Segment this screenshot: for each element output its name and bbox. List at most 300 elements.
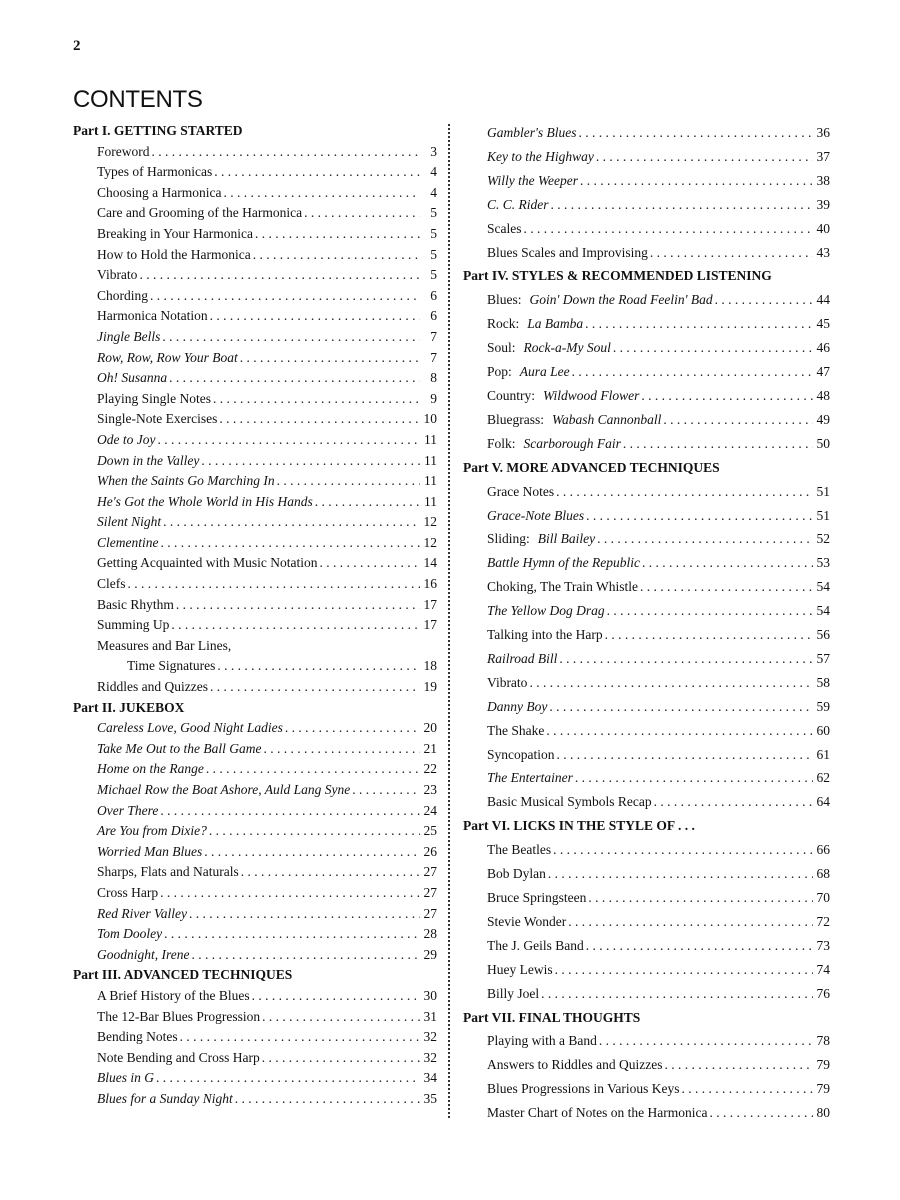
dot-leader bbox=[640, 575, 813, 599]
toc-entry-page-number: 72 bbox=[816, 913, 830, 929]
toc-entry-title: Ode to Joy bbox=[97, 431, 156, 447]
toc-entry-page-number: 61 bbox=[816, 746, 830, 762]
dot-leader bbox=[214, 162, 420, 183]
toc-entry[interactable] bbox=[73, 1089, 437, 1110]
dot-leader bbox=[169, 368, 420, 389]
toc-entry[interactable] bbox=[73, 904, 437, 925]
dot-leader bbox=[240, 348, 420, 369]
dot-leader bbox=[529, 671, 813, 695]
toc-entry-page-number: 52 bbox=[816, 531, 830, 547]
dot-leader bbox=[715, 288, 813, 312]
toc-entry[interactable] bbox=[463, 551, 830, 575]
toc-entry[interactable] bbox=[463, 169, 830, 193]
toc-entry-title: Cross Harp bbox=[97, 884, 159, 900]
dot-leader bbox=[568, 910, 813, 934]
toc-entry-title: Willy the Weeper bbox=[487, 172, 578, 188]
toc-entry-page-number: 50 bbox=[816, 435, 830, 451]
toc-entry-page-number: 48 bbox=[816, 387, 830, 403]
dot-leader bbox=[219, 409, 420, 430]
dot-leader bbox=[642, 551, 813, 575]
dot-leader bbox=[623, 432, 813, 456]
dot-leader bbox=[556, 480, 813, 504]
dot-leader bbox=[709, 1101, 813, 1125]
toc-entry[interactable] bbox=[463, 719, 830, 743]
toc-entry-title: Master Chart of Notes on the Harmonica bbox=[487, 1105, 708, 1121]
toc-entry[interactable] bbox=[463, 121, 830, 145]
toc-entry-title: He's Got the Whole World in His Hands bbox=[97, 493, 313, 509]
toc-entry-page-number: 51 bbox=[816, 483, 830, 499]
dot-leader bbox=[156, 1068, 420, 1089]
toc-entry-title: Jingle Bells bbox=[97, 328, 161, 344]
dot-leader bbox=[546, 719, 813, 743]
toc-entry[interactable] bbox=[463, 217, 830, 241]
toc-entry-title: Types of Harmonicas bbox=[97, 164, 213, 180]
dot-leader bbox=[241, 862, 420, 883]
toc-entry-page-number: 26 bbox=[423, 843, 437, 859]
toc-entry-page-number: 39 bbox=[816, 196, 830, 212]
toc-entry-page-number: 70 bbox=[816, 890, 830, 905]
toc-entry[interactable] bbox=[73, 389, 437, 410]
toc-entry-title: Playing with a Band bbox=[487, 1033, 597, 1049]
toc-entry-page-number: 11 bbox=[424, 493, 437, 509]
dot-leader bbox=[277, 471, 420, 492]
dot-leader bbox=[553, 838, 813, 862]
toc-entry-page-number: 36 bbox=[816, 125, 830, 140]
dot-leader bbox=[557, 743, 814, 767]
toc-entry-page-number: 51 bbox=[816, 507, 830, 523]
toc-entry-page-number: 10 bbox=[423, 411, 437, 427]
toc-entry-title: Gambler's Blues bbox=[487, 125, 577, 140]
toc-entry[interactable] bbox=[463, 384, 830, 408]
toc-right-column bbox=[463, 121, 830, 1125]
toc-entry[interactable] bbox=[73, 492, 437, 513]
dot-leader bbox=[163, 512, 420, 533]
toc-entry-title: Talking into the Harp bbox=[487, 627, 603, 643]
toc-entry-page-number: 32 bbox=[423, 1049, 437, 1065]
toc-entry[interactable] bbox=[463, 312, 830, 336]
toc-entry-title: Chording bbox=[97, 287, 149, 303]
toc-entry-page-number: 4 bbox=[430, 164, 437, 180]
toc-entry[interactable] bbox=[73, 945, 437, 966]
toc-entry-title: The Yellow Dog Drag bbox=[487, 603, 605, 619]
toc-entry[interactable] bbox=[73, 265, 437, 286]
toc-entry[interactable] bbox=[463, 360, 830, 384]
toc-entry[interactable] bbox=[73, 821, 437, 842]
toc-entry[interactable] bbox=[463, 934, 830, 958]
toc-entry[interactable] bbox=[463, 766, 830, 790]
dot-leader bbox=[664, 1053, 813, 1077]
toc-entry-page-number: 54 bbox=[816, 603, 830, 619]
toc-entry[interactable] bbox=[73, 430, 437, 451]
toc-entry-page-number: 79 bbox=[816, 1081, 830, 1097]
toc-entry-page-number: 34 bbox=[423, 1070, 437, 1086]
toc-entry-page-number: 47 bbox=[816, 364, 830, 380]
toc-entry-title: Tom Dooley bbox=[97, 926, 163, 942]
toc-entry[interactable] bbox=[463, 790, 830, 814]
toc-entry-title: Blues in G bbox=[97, 1070, 154, 1086]
dot-leader bbox=[150, 286, 420, 307]
dot-leader bbox=[597, 527, 813, 551]
toc-entry[interactable] bbox=[73, 286, 437, 307]
toc-entry[interactable] bbox=[73, 883, 437, 904]
toc-entry[interactable] bbox=[463, 575, 830, 599]
toc-entry[interactable] bbox=[73, 677, 437, 698]
toc-entry-page-number: 17 bbox=[423, 596, 437, 612]
toc-entry-page-number: 3 bbox=[430, 143, 437, 159]
toc-entry-page-number: 32 bbox=[423, 1029, 437, 1045]
toc-entry[interactable] bbox=[73, 183, 437, 204]
toc-entry-page-number: 6 bbox=[430, 287, 437, 303]
dot-leader bbox=[210, 677, 420, 698]
toc-entry[interactable] bbox=[73, 327, 437, 348]
toc-entry[interactable] bbox=[73, 615, 437, 636]
toc-entry-page-number: 27 bbox=[423, 905, 437, 921]
dot-leader bbox=[551, 193, 813, 217]
dot-leader bbox=[548, 862, 813, 886]
toc-entry[interactable] bbox=[73, 636, 437, 657]
toc-entry-title: Harmonica Notation bbox=[97, 308, 208, 324]
dot-leader bbox=[585, 312, 813, 336]
toc-entry-title: Choosing a Harmonica bbox=[97, 184, 222, 200]
toc-entry[interactable] bbox=[463, 408, 830, 432]
toc-entry-page-number: 5 bbox=[430, 225, 437, 241]
toc-entry-title: Bill Bailey bbox=[537, 531, 596, 547]
dot-leader bbox=[319, 553, 420, 574]
toc-entry-page-number: 8 bbox=[430, 370, 437, 386]
toc-entry-page-number: 30 bbox=[423, 987, 437, 1003]
toc-entry-page-number: 18 bbox=[423, 658, 437, 674]
toc-entry-page-number: 78 bbox=[816, 1033, 830, 1049]
toc-entry-page-number: 60 bbox=[816, 722, 830, 738]
toc-entry[interactable] bbox=[73, 203, 437, 224]
toc-entry-title: Wabash Cannonball bbox=[552, 411, 662, 427]
toc-entry[interactable] bbox=[463, 480, 830, 504]
toc-entry[interactable] bbox=[463, 671, 830, 695]
toc-entry[interactable] bbox=[73, 368, 437, 389]
toc-entry[interactable] bbox=[463, 886, 830, 910]
dot-leader bbox=[555, 958, 813, 982]
toc-entry-title: Clementine bbox=[97, 534, 159, 550]
toc-entry-page-number: 45 bbox=[816, 316, 830, 332]
toc-entry-title: Vibrato bbox=[487, 674, 528, 690]
toc-entry-page-number: 11 bbox=[424, 473, 437, 489]
dot-leader bbox=[206, 759, 420, 780]
toc-entry-page-number: 46 bbox=[816, 340, 830, 356]
toc-entry-page-number: 40 bbox=[816, 220, 830, 236]
dot-leader bbox=[654, 790, 813, 814]
toc-entry-title: Grace-Note Blues bbox=[487, 507, 585, 523]
toc-entry[interactable] bbox=[73, 718, 437, 739]
toc-entry-page-number: 20 bbox=[423, 720, 437, 736]
toc-entry[interactable] bbox=[73, 1027, 437, 1048]
toc-entry-page-number: 5 bbox=[430, 267, 437, 283]
dot-leader bbox=[285, 718, 420, 739]
toc-entry-title: Grace Notes bbox=[487, 483, 555, 499]
toc-entry-title: Goin' Down the Road Feelin' Bad bbox=[529, 292, 713, 308]
dot-leader bbox=[650, 241, 813, 265]
toc-entry-title: Vibrato bbox=[97, 267, 138, 283]
dot-leader bbox=[663, 408, 813, 432]
toc-entry[interactable] bbox=[73, 759, 437, 780]
toc-entry[interactable] bbox=[463, 1077, 830, 1101]
toc-entry-title: Railroad Bill bbox=[487, 650, 558, 666]
toc-entry[interactable] bbox=[73, 986, 437, 1007]
toc-entry-title: Riddles and Quizzes bbox=[97, 679, 208, 695]
dot-leader bbox=[588, 886, 813, 910]
toc-entry-title: A Brief History of the Blues bbox=[97, 987, 250, 1003]
toc-entry-style-label: Blues: bbox=[487, 292, 522, 308]
dot-leader bbox=[599, 1029, 813, 1053]
toc-entry-page-number: 31 bbox=[423, 1008, 437, 1024]
toc-entry-page-number: 7 bbox=[430, 349, 437, 365]
section-heading-part-iv-styles-recommended-listening: Part IV. STYLES & RECOMMENDED LISTENING bbox=[463, 268, 772, 284]
page-title: CONTENTS bbox=[73, 86, 203, 113]
toc-entry[interactable] bbox=[73, 451, 437, 472]
toc-entry-title: Time Signatures bbox=[127, 658, 216, 674]
dot-leader bbox=[213, 389, 420, 410]
toc-entry[interactable] bbox=[73, 533, 437, 554]
dot-leader bbox=[139, 265, 420, 286]
dot-leader bbox=[201, 451, 420, 472]
toc-entry-title: Basic Rhythm bbox=[97, 596, 174, 612]
column-divider bbox=[448, 124, 450, 1118]
page-number: 2 bbox=[73, 38, 81, 54]
toc-entry[interactable] bbox=[73, 471, 437, 492]
toc-entry-title: Key to the Highway bbox=[487, 148, 594, 164]
toc-entry[interactable] bbox=[463, 504, 830, 528]
toc-entry-title: Bob Dylan bbox=[487, 866, 546, 882]
toc-entry-title: Breaking in Your Harmonica bbox=[97, 225, 253, 241]
toc-entry[interactable] bbox=[73, 1068, 437, 1089]
toc-entry-title: La Bamba bbox=[527, 316, 584, 332]
toc-entry-title: Getting Acquainted with Music Notation bbox=[97, 555, 318, 571]
toc-entry-style-label: Soul: bbox=[487, 340, 516, 356]
toc-entry-title: Take Me Out to the Ball Game bbox=[97, 740, 262, 756]
toc-entry[interactable] bbox=[73, 574, 437, 595]
toc-entry-title: Care and Grooming of the Harmonica bbox=[97, 205, 303, 221]
toc-entry[interactable] bbox=[463, 838, 830, 862]
toc-entry[interactable] bbox=[463, 336, 830, 360]
toc-entry[interactable] bbox=[73, 1048, 437, 1069]
dot-leader bbox=[223, 183, 420, 204]
toc-entry-page-number: 38 bbox=[816, 172, 830, 188]
toc-entry[interactable] bbox=[73, 142, 437, 163]
section-heading-part-i-getting-started: Part I. GETTING STARTED bbox=[73, 123, 243, 138]
dot-leader bbox=[641, 384, 813, 408]
toc-entry[interactable] bbox=[73, 842, 437, 863]
toc-entry[interactable] bbox=[463, 910, 830, 934]
toc-entry[interactable] bbox=[463, 432, 830, 456]
dot-leader bbox=[304, 203, 420, 224]
toc-entry-page-number: 5 bbox=[430, 205, 437, 221]
dot-leader bbox=[549, 695, 813, 719]
toc-entry-page-number: 79 bbox=[816, 1057, 830, 1073]
toc-entry-page-number: 24 bbox=[423, 802, 437, 818]
toc-entry-title: Scarborough Fair bbox=[523, 435, 621, 451]
dot-leader bbox=[180, 1027, 420, 1048]
toc-entry[interactable] bbox=[73, 306, 437, 327]
toc-entry-style-label: Rock: bbox=[487, 316, 520, 332]
toc-entry-style-label: Pop: bbox=[487, 364, 512, 380]
toc-entry[interactable] bbox=[463, 623, 830, 647]
toc-entry-page-number: 16 bbox=[423, 576, 437, 592]
toc-entry[interactable] bbox=[73, 739, 437, 760]
toc-entry[interactable] bbox=[463, 743, 830, 767]
dot-leader bbox=[128, 574, 421, 595]
toc-entry-page-number: 28 bbox=[423, 926, 437, 942]
toc-entry[interactable] bbox=[463, 193, 830, 217]
toc-entry-title: Billy Joel bbox=[487, 985, 540, 1001]
toc-entry-title: Syncopation bbox=[487, 746, 555, 762]
toc-entry[interactable] bbox=[73, 595, 437, 616]
dot-leader bbox=[160, 801, 420, 822]
toc-entry-page-number: 7 bbox=[430, 328, 437, 344]
toc-entry-page-number: 27 bbox=[423, 864, 437, 880]
toc-entry-page-number: 44 bbox=[816, 292, 830, 308]
dot-leader bbox=[204, 842, 420, 863]
toc-entry-title: Basic Musical Symbols Recap bbox=[487, 794, 652, 810]
dot-leader bbox=[164, 924, 420, 945]
dot-leader bbox=[253, 245, 420, 266]
toc-entry-page-number: 43 bbox=[816, 244, 830, 260]
toc-entry-page-number: 29 bbox=[423, 946, 437, 962]
toc-entry[interactable] bbox=[73, 656, 437, 677]
toc-entry-page-number: 80 bbox=[816, 1105, 830, 1121]
toc-entry-page-number: 37 bbox=[816, 148, 830, 164]
toc-entry-page-number: 53 bbox=[816, 555, 830, 571]
toc-entry[interactable] bbox=[73, 162, 437, 183]
toc-entry[interactable] bbox=[73, 409, 437, 430]
toc-entry-title: Are You from Dixie? bbox=[97, 823, 207, 839]
toc-entry-page-number: 68 bbox=[816, 866, 830, 882]
toc-entry[interactable] bbox=[463, 145, 830, 169]
toc-entry-page-number: 4 bbox=[430, 184, 437, 200]
dot-leader bbox=[352, 780, 420, 801]
toc-entry-title: Red River Valley bbox=[97, 905, 187, 921]
toc-entry[interactable] bbox=[73, 801, 437, 822]
dot-leader bbox=[262, 1048, 420, 1069]
toc-entry-page-number: 6 bbox=[430, 308, 437, 324]
toc-entry-title: Measures and Bar Lines, bbox=[97, 637, 232, 653]
toc-entry-title: Blues Progressions in Various Keys bbox=[487, 1081, 680, 1097]
toc-entry-style-label: Bluegrass: bbox=[487, 411, 544, 427]
dot-leader bbox=[575, 766, 813, 790]
toc-entry[interactable] bbox=[463, 958, 830, 982]
toc-entry-page-number: 59 bbox=[816, 698, 830, 714]
dot-leader bbox=[171, 615, 420, 636]
dot-leader bbox=[586, 934, 813, 958]
dot-leader bbox=[157, 430, 420, 451]
toc-entry[interactable] bbox=[73, 245, 437, 266]
toc-entry[interactable] bbox=[463, 288, 830, 312]
toc-entry[interactable] bbox=[73, 348, 437, 369]
toc-entry-page-number: 64 bbox=[816, 794, 830, 810]
toc-entry-page-number: 73 bbox=[816, 937, 830, 953]
toc-entry-title: Goodnight, Irene bbox=[97, 946, 190, 962]
toc-entry-title: Wildwood Flower bbox=[543, 387, 640, 403]
toc-entry-title: Silent Night bbox=[97, 514, 162, 530]
toc-entry[interactable] bbox=[463, 527, 830, 551]
toc-entry-page-number: 11 bbox=[424, 431, 437, 447]
toc-entry[interactable] bbox=[73, 512, 437, 533]
toc-entry[interactable] bbox=[463, 1101, 830, 1125]
toc-entry-title: Aura Lee bbox=[519, 364, 570, 380]
toc-entry-title: The J. Geils Band bbox=[487, 937, 584, 953]
toc-entry-title: How to Hold the Harmonica bbox=[97, 246, 251, 262]
toc-entry[interactable] bbox=[463, 982, 830, 1006]
section-heading-part-vi-licks-in-the-style-of: Part VI. LICKS IN THE STYLE OF . . . bbox=[463, 818, 695, 834]
toc-entry-page-number: 54 bbox=[816, 579, 830, 595]
toc-entry[interactable] bbox=[463, 647, 830, 671]
toc-entry[interactable] bbox=[463, 1029, 830, 1053]
dot-leader bbox=[252, 986, 420, 1007]
toc-entry-title: Worried Man Blues bbox=[97, 843, 203, 859]
toc-entry-title: Single-Note Exercises bbox=[97, 411, 218, 427]
toc-entry[interactable] bbox=[463, 862, 830, 886]
toc-entry[interactable] bbox=[463, 241, 830, 265]
toc-entry-page-number: 12 bbox=[423, 534, 437, 550]
toc-entry-title: Rock-a-My Soul bbox=[523, 340, 611, 356]
toc-entry-title: C. C. Rider bbox=[487, 196, 549, 212]
toc-entry[interactable] bbox=[463, 695, 830, 719]
toc-entry[interactable] bbox=[463, 1053, 830, 1077]
dot-leader bbox=[191, 945, 420, 966]
toc-entry-page-number: 12 bbox=[423, 514, 437, 530]
dot-leader bbox=[586, 504, 813, 528]
toc-entry-page-number: 21 bbox=[423, 740, 437, 756]
toc-entry[interactable] bbox=[73, 924, 437, 945]
toc-entry[interactable] bbox=[463, 599, 830, 623]
toc-entry-title: Oh! Susanna bbox=[97, 370, 168, 386]
toc-entry[interactable] bbox=[73, 553, 437, 574]
toc-entry-title: Huey Lewis bbox=[487, 961, 553, 977]
toc-entry-page-number: 5 bbox=[430, 246, 437, 262]
dot-leader bbox=[263, 739, 420, 760]
dot-leader bbox=[315, 492, 420, 513]
toc-entry-page-number: 27 bbox=[423, 884, 437, 900]
toc-entry[interactable] bbox=[73, 862, 437, 883]
toc-entry-page-number: 58 bbox=[816, 674, 830, 690]
dot-leader bbox=[605, 623, 813, 647]
toc-entry-page-number: 14 bbox=[423, 555, 437, 571]
dot-leader bbox=[607, 599, 813, 623]
toc-entry-page-number: 23 bbox=[423, 782, 437, 797]
toc-entry-title: Down in the Valley bbox=[97, 452, 200, 468]
toc-entry-title: Over There bbox=[97, 802, 159, 818]
dot-leader bbox=[262, 1007, 420, 1028]
toc-entry-title: Careless Love, Good Night Ladies bbox=[97, 720, 283, 736]
section-heading-part-v-more-advanced-techniques: Part V. MORE ADVANCED TECHNIQUES bbox=[463, 459, 720, 475]
toc-entry-page-number: 66 bbox=[816, 842, 830, 858]
toc-entry-page-number: 9 bbox=[430, 390, 437, 406]
section-heading-part-iii-advanced-techniques: Part III. ADVANCED TECHNIQUES bbox=[73, 967, 293, 983]
toc-entry-title: Row, Row, Row Your Boat bbox=[97, 349, 238, 365]
dot-leader bbox=[559, 647, 813, 671]
toc-entry-page-number: 35 bbox=[423, 1090, 437, 1106]
toc-entry[interactable] bbox=[73, 1007, 437, 1028]
toc-entry[interactable] bbox=[73, 224, 437, 245]
toc-entry-title: Note Bending and Cross Harp bbox=[97, 1049, 260, 1065]
dot-leader bbox=[235, 1089, 420, 1110]
toc-entry-title: Clefs bbox=[97, 576, 126, 592]
toc-entry[interactable] bbox=[73, 780, 437, 801]
toc-entry-title: Bending Notes bbox=[97, 1029, 178, 1045]
toc-left-column bbox=[73, 121, 437, 1110]
dot-leader bbox=[210, 306, 420, 327]
toc-entry-title: Bruce Springsteen bbox=[487, 890, 587, 905]
dot-leader bbox=[580, 169, 813, 193]
toc-entry-title: The Entertainer bbox=[487, 770, 573, 786]
